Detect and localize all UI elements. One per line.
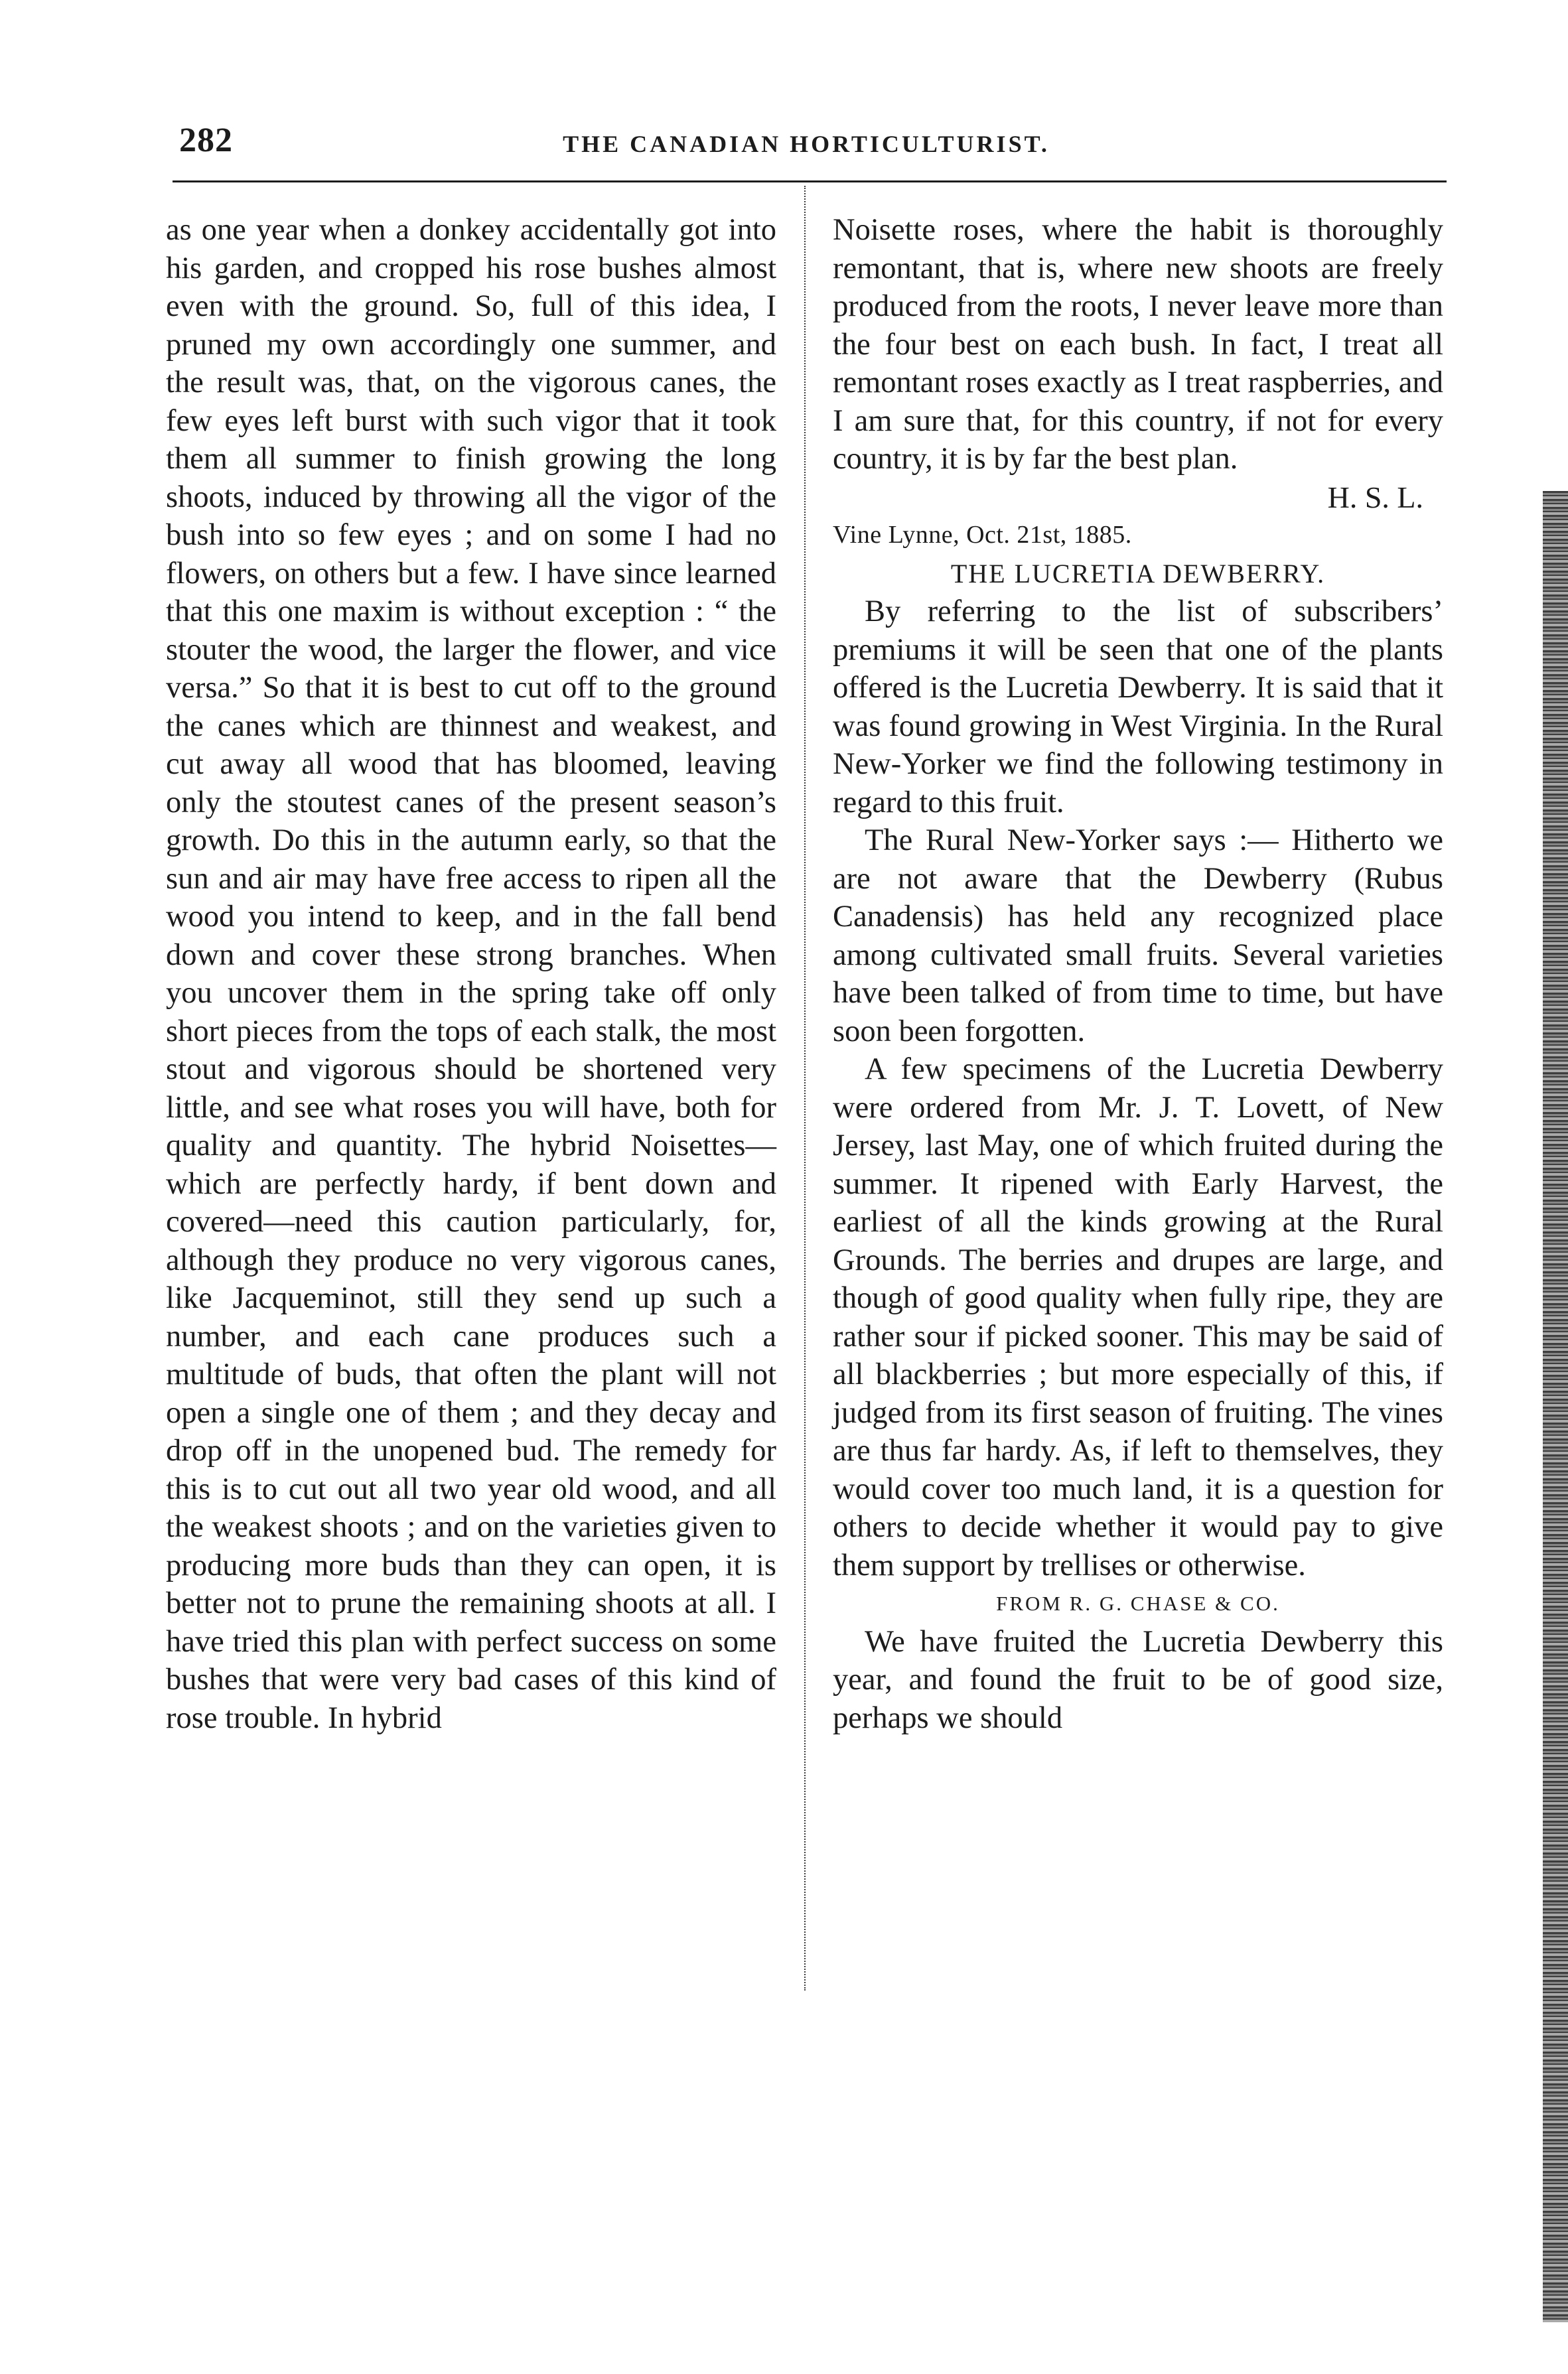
header-rule (173, 180, 1447, 182)
paragraph: We have fruited the Lucretia Dewberry this year, and found the fruit to be of good size, perhaps we should (833, 1624, 1443, 1735)
paragraph: The Rural New-Yorker says :— Hitherto we are not aware that the Dewberry (Rubus Canadensis) has held any recognized place among cultivated small fruits. Several varieties have been talked of from time to time, but have soon been forgotten. (833, 823, 1443, 1048)
dateline: Vine Lynne, Oct. 21st, 1885. (833, 521, 1132, 549)
left-column (166, 211, 776, 1737)
running-title: THE CANADIAN HORTICULTURIST. (563, 131, 1050, 157)
author-signature: H. S. L. (1327, 480, 1423, 514)
page-header (159, 118, 1453, 171)
right-column (833, 211, 1443, 1737)
paragraph: By referring to the list of subscribers’ premiums it will be seen that one of the plants offered is the Lucretia Dewberry. It is said that it was found growing in West Virginia. In the Rural New-Yorker we find the following testimony in regard to this fruit. (833, 594, 1443, 819)
page-number: 282 (179, 121, 233, 159)
column-divider (804, 186, 807, 1990)
binding-edge (1543, 491, 1568, 2322)
section-subheading: FROM R. G. CHASE & CO. (996, 1592, 1280, 1615)
continued-paragraph: Noisette roses, where the habit is thoroughly remontant, that is, where new shoots are freely produced from the roots, I never leave more than the four best on each bush. In fact, I treat all remontant roses exactly as I treat raspberries, and I am sure that, for this country, if not for every country, it is by far the best plan. (833, 213, 1443, 476)
paragraph: A few specimens of the Lucretia Dewberry were ordered from Mr. J. T. Lovett, of New Jersey, last May, one of which fruited during the summer. It ripened with Early Harvest, the earliest of all the kinds growing at the Rural Grounds. The berries and drupes are large, and though of good quality when fully ripe, they are rather sour if picked sooner. This may be said of all blackberries ; but more especially of this, if judged from its first season of fruiting. The vines are thus far hardy. As, if left to themselves, they would cover too much land, it is a question for others to decide whether it would pay to give them support by trellises or otherwise. (833, 1052, 1443, 1582)
article-title: THE LUCRETIA DEWBERRY. (950, 558, 1326, 589)
paragraph: as one year when a donkey accidentally got into his garden, and cropped his rose bushes almost even with the ground. So, full of this idea, I pruned my own accordingly one summer, and the result was, that, on the vigorous canes, the few eyes left burst with such vigor that it took them all summer to finish growing the long shoots, induced by throwing all the vigor of the bush into so few eyes ; and on some I had no flowers, on others but a few. I have since learned that this one maxim is without exception : “ the stouter the wood, the larger the flower, and vice versa.” So that it is best to cut off to the ground the canes which are thinnest and weakest, and cut away all wood that has bloomed, leaving only the stoutest canes of the present season’s growth. Do this in the autumn early, so that the sun and air may have free access to ripen all the wood you intend to keep, and in the fall bend down and cover these strong branches. When you uncover them in the spring take off only short pieces from the tops of each stalk, the most stout and vigorous should be shortened very little, and see what roses you will have, both for quality and quantity. The hybrid Noisettes—which are perfectly hardy, if bent down and covered—need this caution particularly, for, although they produce no very vigorous canes, like Jacqueminot, still they send up such a number, and each cane produces such a multitude of buds, that often the plant will not open a single one of them ; and they decay and drop off in the unopened bud. The remedy for this is to cut out all two year old wood, and all the weakest shoots ; and on the varieties given to producing more buds than they can open, it is better not to prune the remaining shoots at all. I have tried this plan with perfect success on some bushes that were very bad cases of this kind of rose trouble. In hybrid (166, 213, 776, 1735)
